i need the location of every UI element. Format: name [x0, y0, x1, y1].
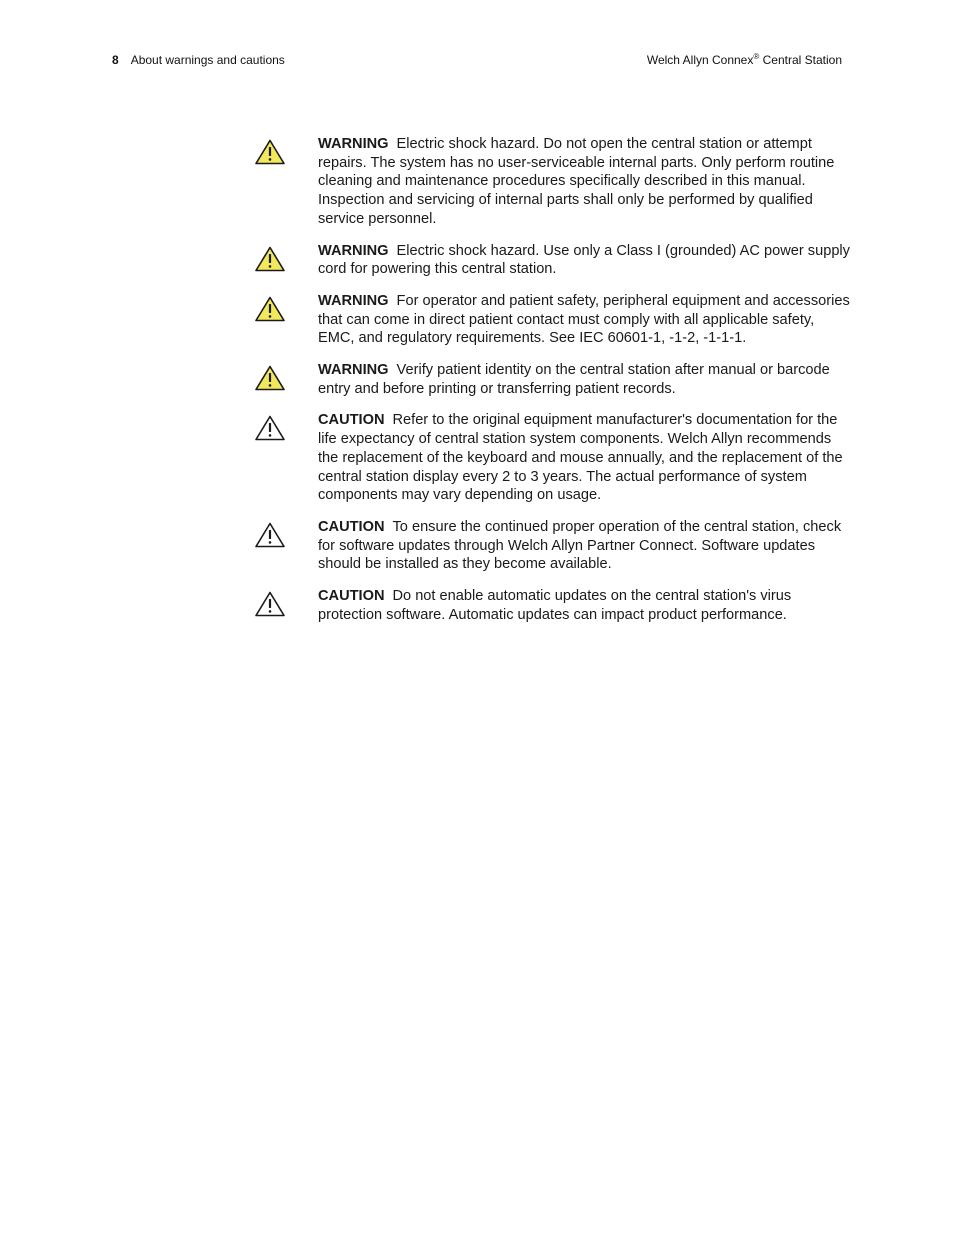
warning-notice	[254, 361, 850, 398]
product-suffix: Central Station	[762, 53, 842, 67]
caution-notice	[254, 411, 850, 505]
warning-notice	[254, 292, 850, 348]
notice-text: Refer to the original equipment manufacturer's documentation for the life expectancy of central station system components. Welch Allyn recommends the replacement of the keyboard and mouse annually, and the replacement of the central station display every 2 to 3 years. The actual performance of system components may vary depending on usage.	[318, 412, 843, 504]
warning-triangle-icon	[254, 295, 286, 323]
notice-text: For operator and patient safety, peripheral equipment and accessories that can come in direct patient contact must comply with all applicable safety, EMC, and regulatory requirements. See IEC 60601-1, -1-2, -1-1-1.	[318, 292, 850, 347]
registered-mark: ®	[753, 52, 760, 61]
notice-text: Verify patient identity on the central station after manual or barcode entry and before printing or transferring patient records.	[318, 362, 830, 397]
notice-label: WARNING	[318, 242, 389, 259]
product-name: Welch Allyn Connex	[646, 53, 754, 67]
page-number: 8	[112, 53, 119, 67]
notice-label: WARNING	[318, 292, 389, 309]
notice-text: To ensure the continued proper operation of the central station, check for software updates through Welch Allyn Partner Connect. Software updates should be installed as they become available.	[318, 518, 842, 573]
notice-text: Do not enable automatic updates on the central station's virus protection software. Automatic updates can impact product performance.	[318, 588, 792, 623]
notice-label: CAUTION	[318, 518, 385, 535]
warning-triangle-icon	[254, 245, 286, 273]
notice-label: WARNING	[318, 362, 389, 379]
notice-label: CAUTION	[318, 588, 385, 605]
page-header	[112, 51, 842, 69]
caution-triangle-icon	[254, 414, 286, 442]
notice-label: WARNING	[318, 136, 389, 152]
warning-triangle-icon	[254, 138, 286, 166]
warning-notice	[254, 242, 850, 279]
header-left	[112, 51, 285, 69]
document-title	[647, 51, 842, 69]
notice-text: Electric shock hazard. Do not open the central station or attempt repairs. The system has no user-serviceable internal parts. Only perform routine cleaning and maintenance procedures specifically described in this manual. Inspection and servicing of internal parts shall only be performed by qualified service personnel.	[318, 136, 835, 227]
caution-triangle-icon	[254, 521, 286, 549]
warning-notice	[254, 135, 850, 229]
section-title: About warnings and cautions	[130, 53, 285, 67]
caution-triangle-icon	[254, 590, 286, 618]
notice-list	[254, 135, 850, 637]
notice-text: Electric shock hazard. Use only a Class I (grounded) AC power supply cord for powering this central station.	[318, 242, 850, 278]
notice-label: CAUTION	[318, 412, 385, 429]
warning-triangle-icon	[254, 364, 286, 392]
caution-notice	[254, 587, 850, 624]
caution-notice	[254, 518, 850, 574]
